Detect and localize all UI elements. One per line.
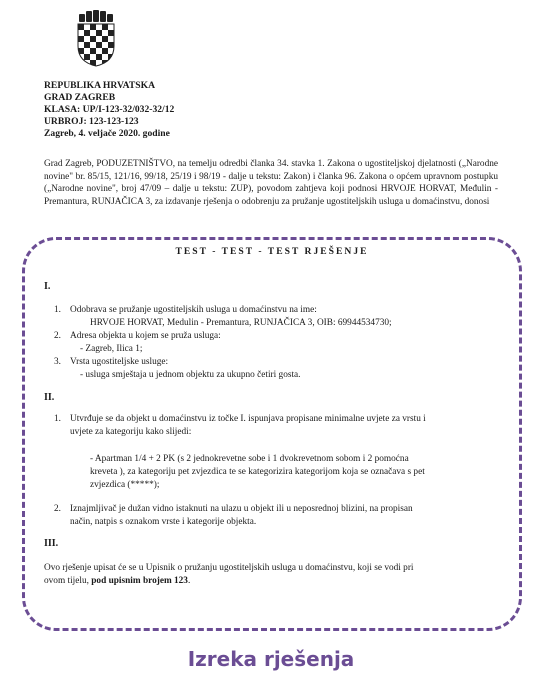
coat-of-arms-icon: [76, 8, 116, 68]
section-2-item-2-line: način, natpis s oznakom vrste i kategorije objekta.: [70, 517, 257, 527]
section-1-item-2-number: 2.: [54, 331, 61, 341]
document-header: [44, 80, 174, 140]
section-2-item-1-number: 1.: [54, 414, 61, 424]
crest-square: [102, 24, 108, 30]
crest-square: [78, 42, 84, 48]
section-2-detail-line: kreveta ), za kategoriju pet zvjezdica te se kategorizira kategorijom koja se označava s pet: [90, 467, 425, 477]
crest-square: [108, 24, 114, 30]
section-1-item-3-number: 3.: [54, 357, 61, 367]
box-title: TEST - TEST - TEST RJEŠENJE: [175, 246, 369, 257]
crest-square: [90, 36, 96, 42]
section-1-numeral: I.: [44, 281, 51, 292]
registry-number: pod upisnim brojem 123: [91, 576, 188, 586]
section-3-line-2-end: .: [187, 576, 191, 586]
crest-square: [96, 24, 102, 30]
crest-square: [78, 30, 84, 36]
crest-square: [108, 30, 114, 36]
crest-square: [102, 48, 108, 54]
section-1-item-1-detail: HRVOJE HORVAT, Medulin - Premantura, RUNJAČICA 3, OIB: 69944534730;: [90, 318, 392, 328]
crest-square: [78, 60, 84, 66]
section-1-item-2-text: Adresa objekta u kojem se pruža usluga:: [70, 331, 221, 341]
header-klasa: KLASA: UP/I-123-32/032-32/12: [44, 104, 175, 115]
intro-line: Grad Zagreb, PODUZETNIŠTVO, na temelju odredbi članka 34. stavka 1. Zakona o ugostiteljskoj: [44, 159, 415, 169]
crest-square: [90, 48, 96, 54]
intro-line: povodom zahtjeva koji podnosi HRVOJE HORVAT, Međulin - Premantura, RUNJAČICA 3, za: [44, 184, 499, 207]
section-1-item-3-detail: - usluga smještaja u jednom objektu za ukupno četiri gosta.: [80, 370, 301, 380]
crest-square: [96, 54, 102, 60]
crest-square: [102, 30, 108, 36]
section-3-numeral: III.: [44, 538, 59, 549]
crest-square: [84, 48, 90, 54]
section-2-detail-line: - Apartman 1/4 + 2 PK (s 2 jednokrevetne sobe i 1 dvokrevetnom sobom i 2 pomoćna: [90, 454, 409, 464]
crest-square: [90, 54, 96, 60]
crest-square: [102, 36, 108, 42]
crest-square: [84, 24, 90, 30]
crest-square: [102, 42, 108, 48]
intro-line: djelatnosti („Narodne novine" br. 85/15, 121/16, 99/18, 25/19 i 98/19 - dalje u tekstu: Zakon) i članka: [44, 159, 498, 182]
crest-square: [102, 54, 108, 60]
intro-line: 96. Zakona o općem upravnom postupku („Narodne novine", broj 47/09 – dalje u tekstu: ZUP),: [44, 171, 498, 195]
intro-paragraph: [44, 158, 498, 208]
intro-line: izdavanje rješenja o odobrenju za pružanje ugostiteljskih usluga u domaćinstvu, donosi: [165, 196, 490, 207]
section-1-item-1-number: 1.: [54, 305, 61, 315]
crest-square: [90, 30, 96, 36]
crest-square: [108, 60, 114, 66]
crest-square: [90, 42, 96, 48]
crest-square: [78, 24, 84, 30]
section-1-item-3-text: Vrsta ugostiteljske usluge:: [70, 357, 169, 367]
section-3-line-2: [44, 575, 190, 588]
section-2-item-1-line: Utvrđuje se da objekt u domaćinstvu iz točke I. ispunjava propisane minimalne uvjete za vrstu i: [70, 414, 426, 424]
crest-square: [90, 24, 96, 30]
section-1-item-1-text: Odobrava se pružanje ugostiteljskih usluga u domaćinstvu na ime:: [70, 305, 317, 315]
crest-square: [84, 54, 90, 60]
header-urbroj: URBROJ: 123-123-123: [44, 116, 139, 127]
crest-square: [108, 36, 114, 42]
header-city: GRAD ZAGREB: [44, 92, 116, 103]
crest-square: [96, 42, 102, 48]
crest-square: [84, 42, 90, 48]
crest-square: [84, 36, 90, 42]
crest-square: [84, 30, 90, 36]
section-2-item-2-line: Iznajmljivač je dužan vidno istaknuti na ulazu u objekt ili u neposrednoj blizini, na propisan: [70, 504, 413, 514]
section-3-line: Ovo rješenje upisat će se u Upisnik o pružanju ugostiteljskih usluga u domaćinstvu, koji se vodi pri: [44, 563, 414, 573]
crest-square: [96, 48, 102, 54]
section-2-numeral: II.: [44, 392, 55, 403]
header-country: REPUBLIKA HRVATSKA: [44, 80, 155, 91]
crest-square: [108, 42, 114, 48]
section-1-item-2-detail: - Zagreb, Ilica 1;: [80, 344, 143, 354]
section-2-detail-line: zvjezdica (*****);: [90, 480, 160, 490]
crest-square: [78, 36, 84, 42]
crest-square: [96, 30, 102, 36]
crest-square: [96, 36, 102, 42]
header-date: Zagreb, 4. veljače 2020. godine: [44, 128, 170, 139]
section-2-item-2-number: 2.: [54, 504, 61, 514]
caption: Izreka rješenja: [187, 647, 355, 671]
section-2-item-1-line: uvjete za kategoriju kako slijedi:: [70, 427, 192, 437]
section-3-line-2-prefix: ovom tijelu,: [44, 576, 92, 586]
